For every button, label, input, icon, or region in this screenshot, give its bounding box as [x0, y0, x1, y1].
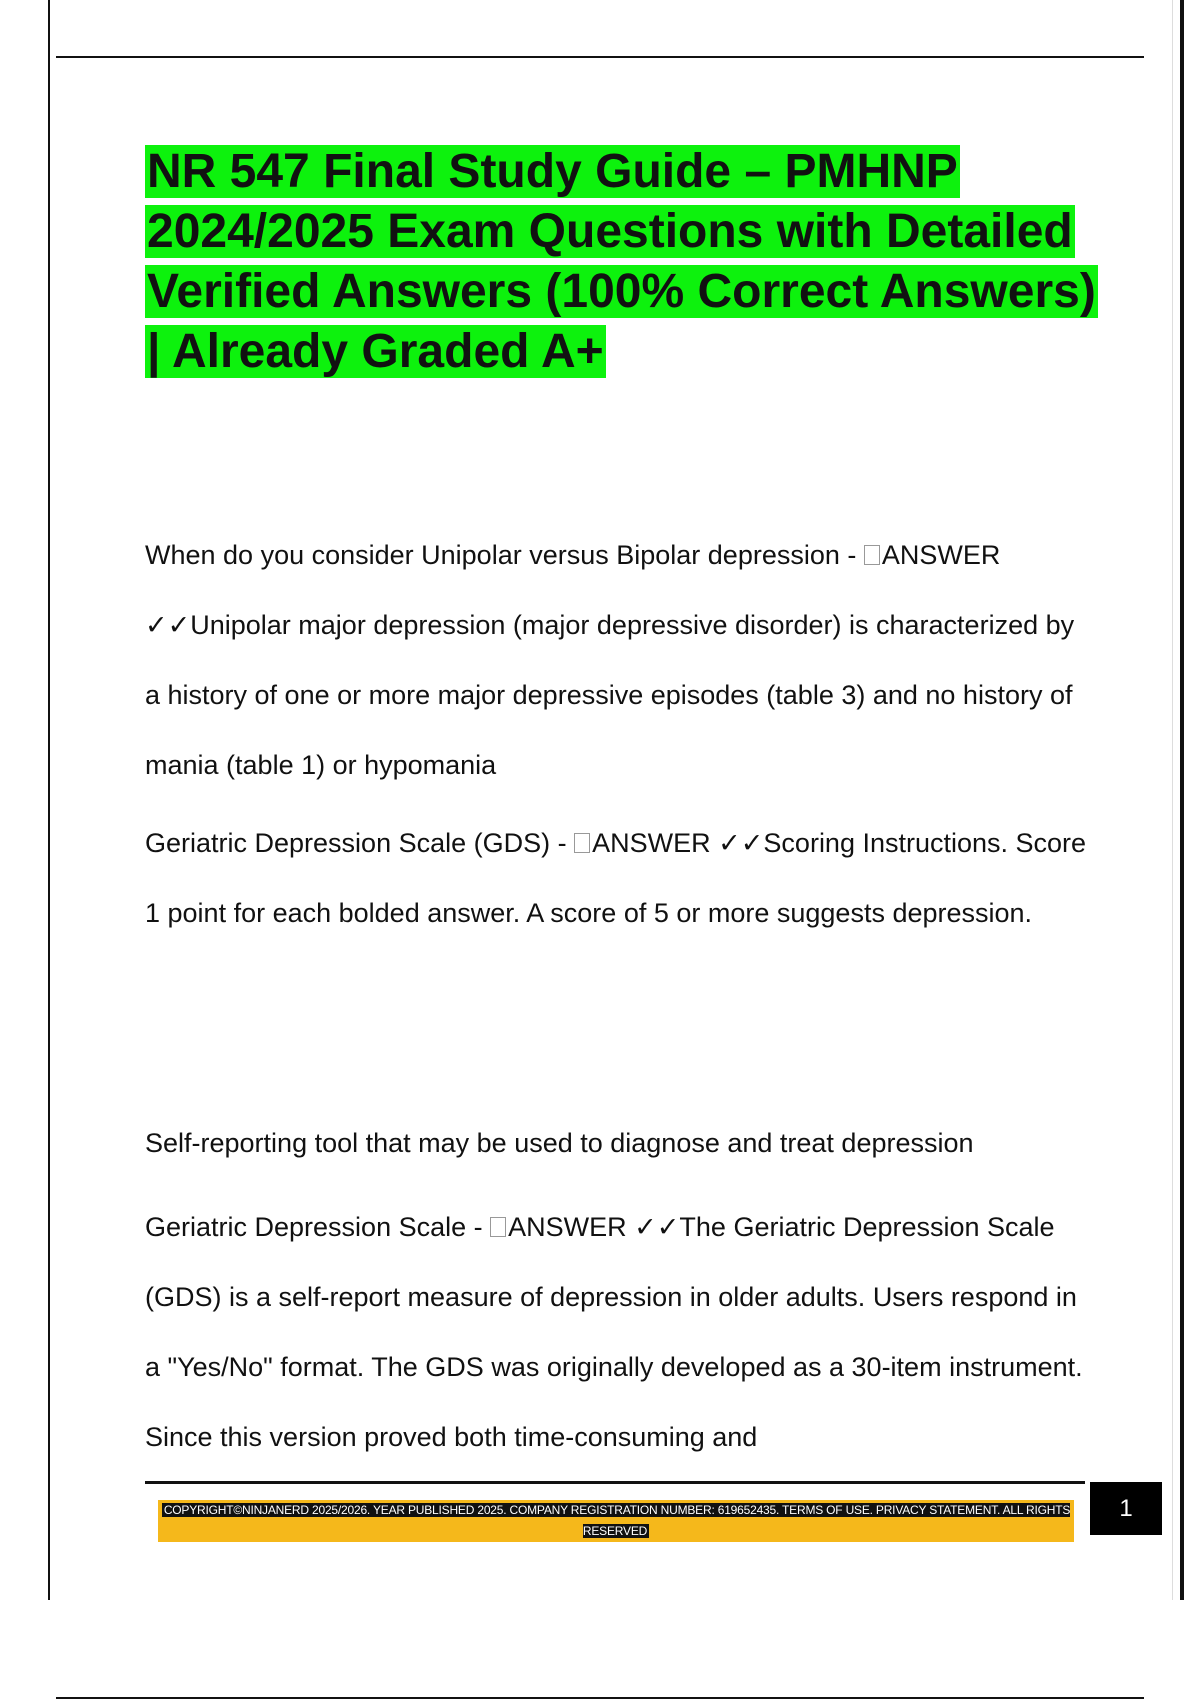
answer-text: Scoring Instructions. Score 1 point for each bolded answer. A score of 5 or more suggests depression. [145, 828, 1087, 928]
header-rule [56, 56, 1144, 58]
missing-glyph-icon [490, 1217, 506, 1237]
copyright-footer [158, 1500, 1074, 1542]
checkmark-icon: ✓✓ [145, 610, 191, 640]
missing-glyph-icon [864, 545, 880, 565]
qa-entry-2 [145, 808, 1095, 948]
answer-label: ANSWER [592, 828, 711, 858]
page-border-right [1180, 0, 1184, 1600]
answer-label: ANSWER [881, 540, 1001, 570]
question-text: Geriatric Depression Scale - [145, 1212, 483, 1242]
question-text: When do you consider Unipolar versus Bipolar depression - [145, 540, 857, 570]
answer-text: Unipolar major depression (major depressive disorder) is characterized by a history of one or more major depressive episodes (table 3) and no history of mania (table 1) or hypomania [145, 610, 1075, 780]
question-text: Geriatric Depression Scale (GDS) - [145, 828, 567, 858]
footer-rule [145, 1481, 1085, 1484]
page-number: 1 [1090, 1482, 1162, 1535]
checkmark-icon: ✓✓ [634, 1212, 680, 1242]
page-border-right-inner [1172, 0, 1173, 1600]
checkmark-icon: ✓✓ [718, 828, 764, 858]
title-text: NR 547 Final Study Guide – PMHNP 2024/2025 Exam Questions with Detailed Verified Answers (100% Correct Answers) | Already Graded A+ [147, 145, 1096, 378]
copyright-text: COPYRIGHT©NINJANERD 2025/2026. YEAR PUBLISHED 2025. COMPANY REGISTRATION NUMBER: 619652435. TERMS OF USE. PRIVACY STATEMENT. ALL RIGHTS RESERVED [163, 1503, 1071, 1538]
answer-text: The Geriatric Depression Scale (GDS) is a self-report measure of depression in older adults. Users respond in a "Yes/No" format. The GDS was originally developed as a 30-item instrument. Since this version proved both time-consuming and [145, 1212, 1083, 1452]
qa-entry-4 [145, 1192, 1095, 1472]
qa-entry-3 [145, 1108, 1095, 1178]
answer-label: ANSWER [508, 1212, 627, 1242]
qa-entry-1 [145, 520, 1095, 800]
next-page-rule [56, 1697, 1144, 1699]
missing-glyph-icon [574, 833, 590, 853]
document-title [145, 142, 1105, 382]
page-border-left [48, 0, 50, 1600]
question-text: Self-reporting tool that may be used to diagnose and treat depression [145, 1128, 974, 1158]
